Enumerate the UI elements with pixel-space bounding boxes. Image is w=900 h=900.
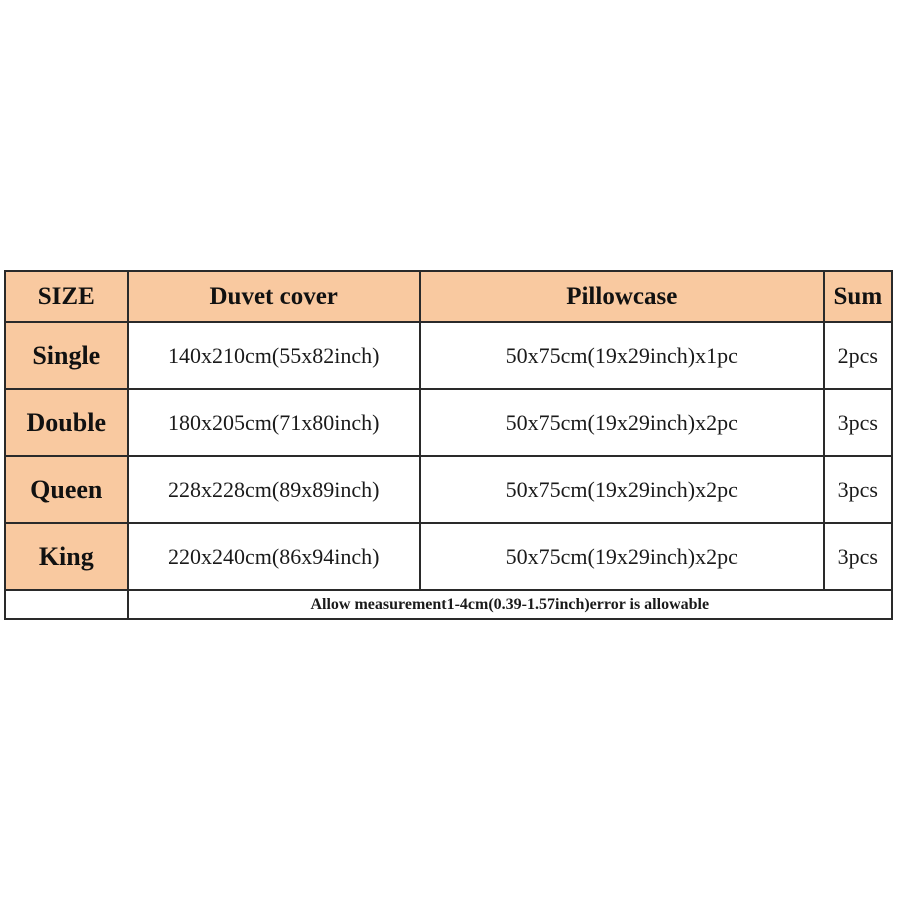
duvet-size-value: 220x240cm(86x94inch): [128, 523, 420, 590]
size-chart-table: [4, 270, 893, 620]
sum-value: 3pcs: [824, 389, 892, 456]
size-label: Queen: [5, 456, 128, 523]
header-sum: Sum: [824, 271, 892, 322]
header-row: [5, 271, 892, 322]
measurement-note: Allow measurement1-4cm(0.39-1.57inch)error is allowable: [128, 590, 892, 619]
header-size: SIZE: [5, 271, 128, 322]
header-duvet-cover: Duvet cover: [128, 271, 420, 322]
duvet-size-value: 180x205cm(71x80inch): [128, 389, 420, 456]
header-pillowcase: Pillowcase: [420, 271, 824, 322]
pillowcase-size-value: 50x75cm(19x29inch)x2pc: [420, 389, 824, 456]
pillowcase-size-value: 50x75cm(19x29inch)x2pc: [420, 456, 824, 523]
size-label: Single: [5, 322, 128, 389]
duvet-size-value: 140x210cm(55x82inch): [128, 322, 420, 389]
size-label: King: [5, 523, 128, 590]
pillowcase-size-value: 50x75cm(19x29inch)x2pc: [420, 523, 824, 590]
pillowcase-size-value: 50x75cm(19x29inch)x1pc: [420, 322, 824, 389]
size-label: Double: [5, 389, 128, 456]
duvet-size-value: 228x228cm(89x89inch): [128, 456, 420, 523]
table-row-double: [5, 389, 892, 456]
sum-value: 3pcs: [824, 456, 892, 523]
sum-value: 2pcs: [824, 322, 892, 389]
note-row: [5, 590, 892, 619]
note-empty-cell: [5, 590, 128, 619]
table-row-queen: [5, 456, 892, 523]
table-row-single: [5, 322, 892, 389]
sum-value: 3pcs: [824, 523, 892, 590]
table-row-king: [5, 523, 892, 590]
